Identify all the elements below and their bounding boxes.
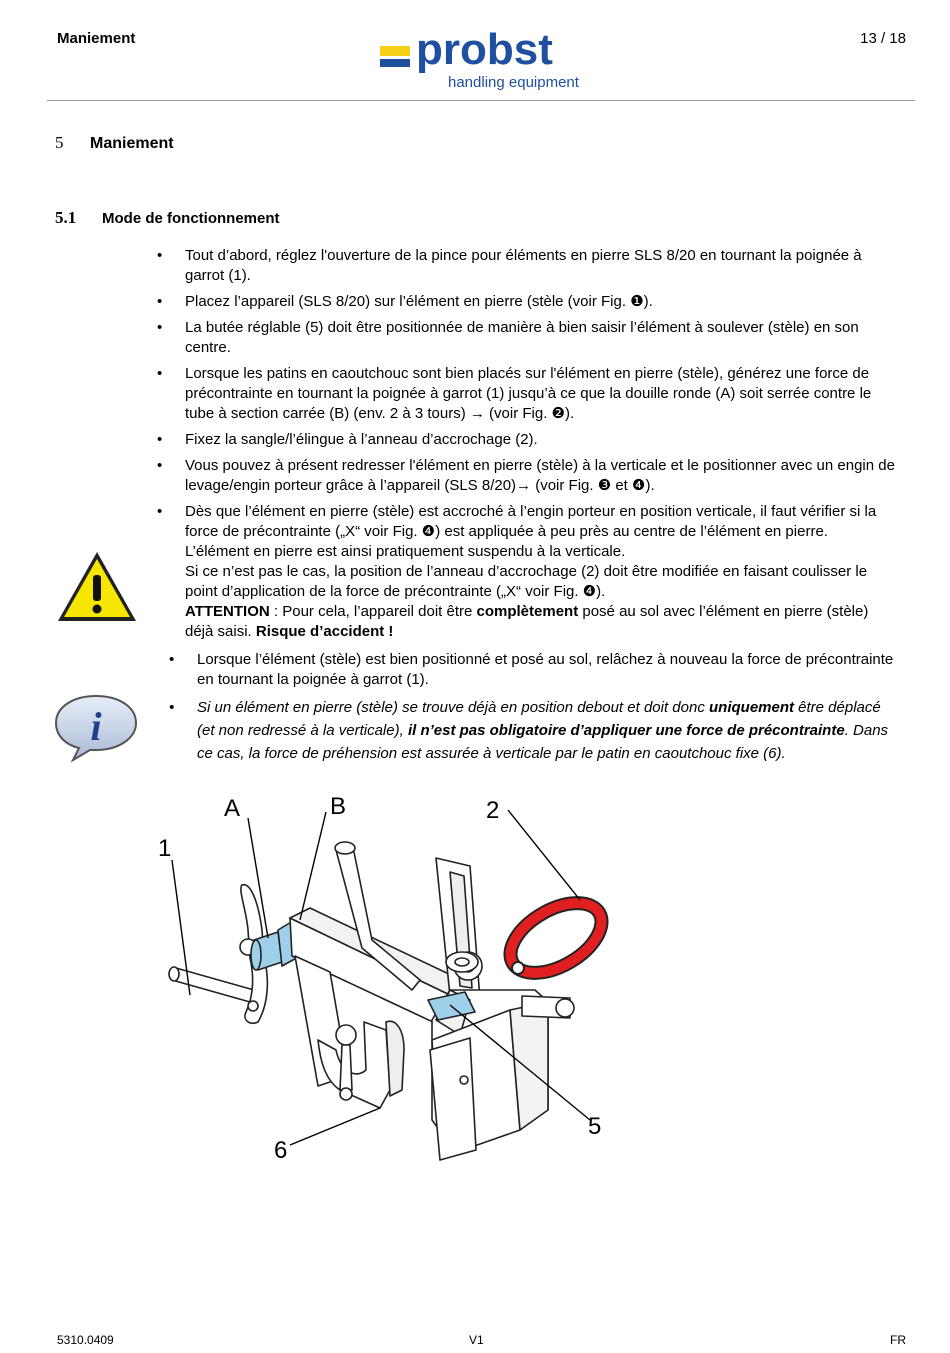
header-section-title: Maniement <box>57 30 136 47</box>
note-list <box>197 650 897 771</box>
info-letter: i <box>90 704 102 749</box>
list-item: • Lorsque les patins en caoutchouc sont bien placés sur l'élément en pierre (stèle), générez une force de précontrainte en tournant la poignée à garrot (1) jusqu’à ce que la douille ronde (A) soit serrée contre le tube à section carrée (B) (env. 2 à 3 tours) → (voir Fig. ❷). <box>185 364 895 424</box>
header-divider <box>47 100 915 101</box>
figure-label-5: 5 <box>588 1113 602 1140</box>
paragraph: Dès que l’élément en pierre (stèle) est accroché à l’engin porteur en position verticale, il faut vérifier si la force de précontrainte („X“ voir Fig. ❹) est appliquée à peu près au centre de l’élément en pierre. L’élément en pierre est ainsi pratiquement suspendu à la verticale. <box>185 503 877 560</box>
heading-number: 5 <box>55 133 64 152</box>
instruction-list <box>185 246 895 648</box>
figure-label-2: 2 <box>486 797 500 824</box>
list-item: • Tout d’abord, réglez l'ouverture de la pince pour éléments en pierre SLS 8/20 en tournant la poignée à garrot (1). <box>185 246 895 286</box>
list-item-warning: • Dès que l’élément en pierre (stèle) est accroché à l’engin porteur en position verticale, il faut vérifier si la force de précontrainte („X“ voir Fig. ❹) est appliquée à peu près au centre de l’élément en pierre. L’élément en pierre est ainsi pratiquement suspendu à la verticale. Si ce n’est pas le cas, la position de l’anneau d’accrochage (2) doit être modifiée en faisant coulisser le point d’application de la force de précontrainte („X“ voir Fig. ❹). ATTENTION : Pour cela, l’appareil doit être complètement posé au sol avec l’élément en pierre (stèle) déjà saisi. Risque d’accident ! <box>185 502 895 642</box>
figure-label-1: 1 <box>158 835 172 862</box>
logo-word: probst <box>416 25 553 74</box>
heading-text: Mode de fonctionnement <box>102 210 280 227</box>
heading-text: Maniement <box>90 135 174 152</box>
footer-version: V1 <box>469 1333 484 1347</box>
list-item-info: • Si un élément en pierre (stèle) se trouve déjà en position debout et doit donc uniquement être déplacé (et non redressé à la verticale), il n’est pas obligatoire d’appliquer une force de précontrainte. Dans ce cas, la force de préhension est assurée à verticale par le patin en caoutchouc fixe (6). <box>197 696 897 765</box>
list-item: • Placez l’appareil (SLS 8/20) sur l’élément en pierre (stèle (voir Fig. ❶). <box>185 292 895 312</box>
attention-label: ATTENTION <box>185 603 270 620</box>
heading-section-5 <box>55 133 174 153</box>
probst-logo <box>378 25 593 96</box>
list-item: • Vous pouvez à présent redresser l'élément en pierre (stèle) à la verticale et le positionner avec un engin de levage/engin porteur grâce à l’appareil (SLS 8/20)→ (voir Fig. ❸ et ❹). <box>185 456 895 496</box>
paragraph: Si ce n’est pas le cas, la position de l’anneau d’accrochage (2) doit être modifiée en faisant coulisser le point d’application de la force de précontrainte („X“ voir Fig. ❹). <box>185 563 868 600</box>
heading-number: 5.1 <box>55 208 77 227</box>
device-illustration <box>150 790 620 1170</box>
header-page-number: 13 / 18 <box>860 30 906 47</box>
heading-section-5-1 <box>55 208 280 228</box>
list-item: • Fixez la sangle/l’élingue à l’anneau d’accrochage (2). <box>185 430 895 450</box>
figure-label-a: A <box>224 795 241 822</box>
warning-triangle-icon <box>55 549 139 625</box>
footer-language: FR <box>890 1333 906 1347</box>
logo-mark-icon <box>380 46 410 66</box>
list-item: • La butée réglable (5) doit être positionnée de manière à bien saisir l’élément à soulever (stèle) en son centre. <box>185 318 895 358</box>
figure-label-6: 6 <box>274 1137 288 1164</box>
list-item: • Lorsque l’élément (stèle) est bien positionné et posé au sol, relâchez à nouveau la force de précontrainte en tournant la poignée à garrot (1). <box>197 650 897 690</box>
figure-label-b: B <box>330 793 347 820</box>
footer-doc-number: 5310.0409 <box>57 1333 114 1347</box>
logo-subtitle: handling equipment <box>448 74 579 91</box>
info-bubble-icon <box>53 693 139 763</box>
accident-risk-text: Risque d’accident ! <box>255 623 394 640</box>
